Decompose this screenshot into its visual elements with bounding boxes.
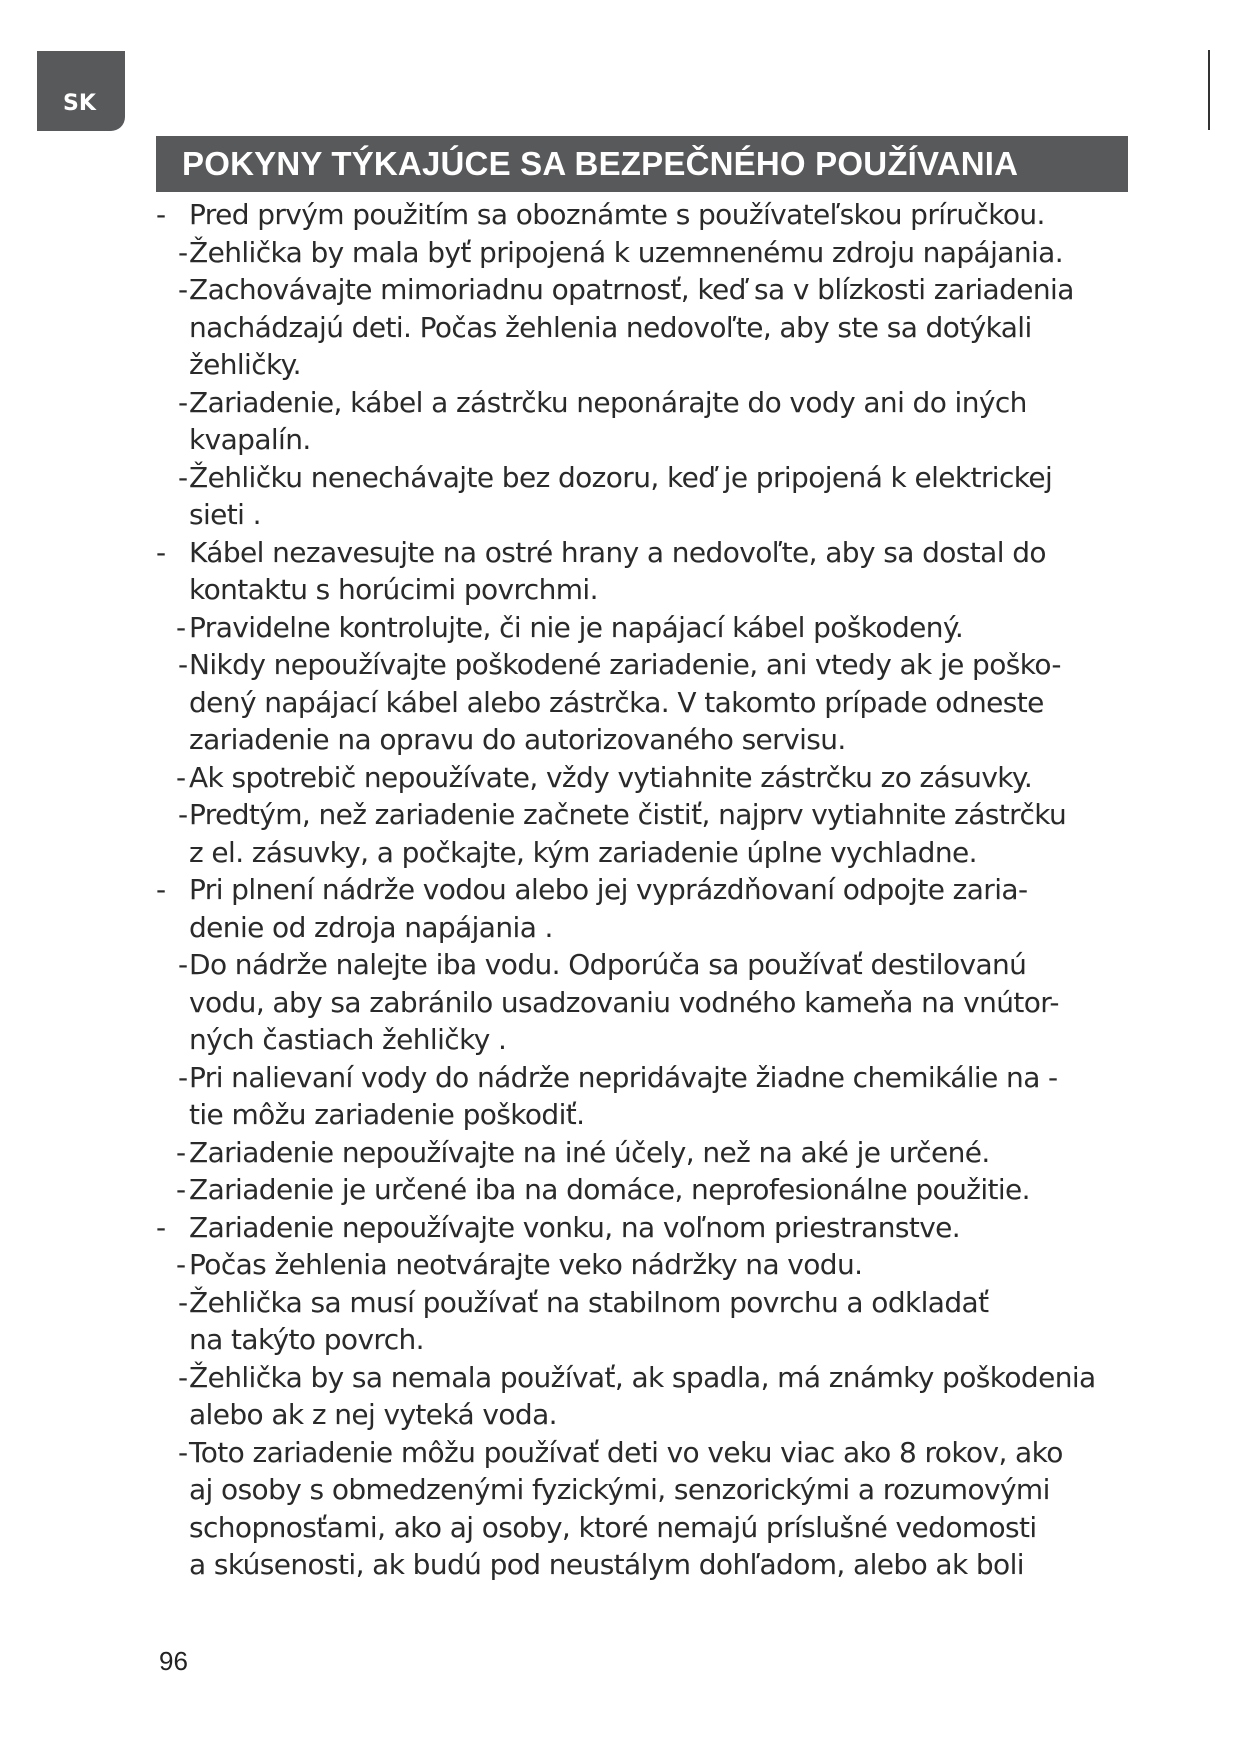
instruction-line: Nikdy nepoužívajte poškodené zariadenie, ani vtedy ak je poško- (189, 648, 1061, 681)
list-dash: - (156, 198, 166, 231)
list-dash: - (178, 385, 188, 419)
list-dash: - (156, 1210, 166, 1244)
instruction-line: z el. zásuvky, a počkajte, kým zariadenie úplne vychladne. (189, 835, 977, 869)
instruction-line: Zariadenie je určené iba na domáce, neprofesionálne použitie. (189, 1173, 1030, 1206)
instruction-line: na takýto povrch. (189, 1323, 424, 1356)
instruction-item (150, 759, 1160, 797)
instruction-item (150, 459, 1160, 534)
instruction-line: Pri nalievaní vody do nádrže nepridávajte žiadne chemikálie na - (189, 1060, 1058, 1094)
list-dash: - (156, 873, 166, 906)
instruction-item (150, 796, 1160, 871)
instruction-line: kontaktu s horúcimi povrchmi. (189, 573, 598, 606)
instruction-line: zariadenie na opravu do autorizovaného servisu. (189, 723, 846, 756)
list-dash: - (178, 948, 188, 981)
list-dash: - (178, 235, 188, 269)
instruction-line: ných častiach žehličky . (189, 1023, 507, 1056)
instruction-line: žehličky. (189, 348, 301, 381)
list-dash: - (178, 1435, 188, 1469)
list-dash: - (178, 648, 188, 681)
page-edge-line (1208, 50, 1210, 130)
instruction-item (150, 534, 1160, 609)
list-dash: - (176, 1248, 186, 1281)
instruction-line: vodu, aby sa zabránilo usadzovaniu vodného kameňa na vnútor- (189, 985, 1059, 1019)
list-dash: - (178, 1060, 188, 1094)
instruction-item (150, 196, 1160, 234)
instruction-item (150, 1059, 1160, 1134)
instruction-line: Počas žehlenia neotvárajte veko nádržky na vodu. (189, 1248, 863, 1281)
instruction-line: sieti . (189, 498, 261, 531)
list-dash: - (178, 1285, 188, 1319)
list-dash: - (178, 460, 188, 494)
instruction-item (150, 1284, 1160, 1359)
instruction-line: nachádzajú deti. Počas žehlenia nedovoľte, aby ste sa dotýkali (189, 310, 1032, 344)
instruction-line: Zachovávajte mimoriadnu opatrnosť, keď sa v blízkosti zariadenia (189, 273, 1074, 306)
instruction-line: alebo ak z nej vyteká voda. (189, 1398, 557, 1431)
list-dash: - (176, 610, 186, 644)
instruction-line: Kábel nezavesujte na ostré hrany a nedovoľte, aby sa dostal do (189, 535, 1046, 569)
instruction-line: denie od zdroja napájania . (189, 910, 553, 944)
instruction-item (150, 1171, 1160, 1209)
instruction-line: Ak spotrebič nepoužívate, vždy vytiahnite zástrčku zo zásuvky. (189, 760, 1033, 794)
instruction-line: tie môžu zariadenie poškodiť. (189, 1098, 585, 1131)
instruction-item (150, 646, 1160, 759)
list-dash: - (176, 1173, 186, 1206)
safety-instructions-list (150, 196, 1160, 1584)
instruction-line: Pravidelne kontrolujte, či nie je napájací kábel poškodený. (189, 610, 964, 644)
instruction-item (150, 384, 1160, 459)
instruction-line: Pri plnení nádrže vodou alebo jej vyprázdňovaní odpojte zaria- (189, 873, 1028, 906)
instruction-item (150, 1246, 1160, 1284)
instruction-item (150, 1134, 1160, 1172)
instruction-line: aj osoby s obmedzenými fyzickými, senzorickými a rozumovými (189, 1473, 1050, 1506)
instruction-line: Predtým, než zariadenie začnete čistiť, najprv vytiahnite zástrčku (189, 798, 1067, 831)
instruction-line: schopnosťami, ako aj osoby, ktoré nemajú príslušné vedomosti (189, 1510, 1037, 1544)
instruction-line: kvapalín. (189, 423, 311, 456)
list-dash: - (176, 760, 186, 794)
language-tab (37, 51, 125, 131)
list-dash: - (178, 273, 188, 306)
instruction-item (150, 1209, 1160, 1247)
instruction-item (150, 609, 1160, 647)
section-heading: POKYNY TÝKAJÚCE SA BEZPEČNÉHO POUŽÍVANIA (156, 136, 1128, 192)
instruction-item (150, 1434, 1160, 1584)
instruction-line: Žehlička by sa nemala používať, ak spadla, má známky poškodenia (189, 1360, 1096, 1394)
instruction-line: a skúsenosti, ak budú pod neustálym dohľadom, alebo ak boli (189, 1548, 1024, 1581)
instruction-line: Toto zariadenie môžu používať deti vo veku viac ako 8 rokov, ako (189, 1435, 1063, 1469)
instruction-line: Žehlička by mala byť pripojená k uzemnenému zdroju napájania. (189, 235, 1064, 269)
instruction-line: dený napájací kábel alebo zástrčka. V takomto prípade odneste (189, 685, 1044, 719)
instruction-item (150, 1359, 1160, 1434)
instruction-item (150, 871, 1160, 946)
list-dash: - (178, 1360, 188, 1394)
instruction-line: Žehličku nenechávajte bez dozoru, keď je pripojená k elektrickej (189, 460, 1053, 494)
list-dash: - (176, 1135, 186, 1169)
language-code: SK (63, 91, 96, 116)
page-number: 96 (159, 1646, 188, 1676)
instruction-line: Zariadenie nepoužívajte vonku, na voľnom priestranstve. (189, 1210, 961, 1244)
instruction-line: Do nádrže nalejte iba vodu. Odporúča sa používať destilovanú (189, 948, 1027, 981)
instruction-line: Zariadenie, kábel a zástrčku neponárajte do vody ani do iných (189, 385, 1027, 419)
instruction-line: Pred prvým použitím sa oboznámte s používateľskou príručkou. (189, 198, 1045, 231)
list-dash: - (156, 535, 166, 569)
list-dash: - (178, 798, 188, 831)
instruction-item (150, 271, 1160, 384)
instruction-line: Žehlička sa musí používať na stabilnom povrchu a odkladať (189, 1285, 989, 1319)
instruction-line: Zariadenie nepoužívajte na iné účely, než na aké je určené. (189, 1135, 990, 1169)
instruction-item (150, 234, 1160, 272)
instruction-item (150, 946, 1160, 1059)
